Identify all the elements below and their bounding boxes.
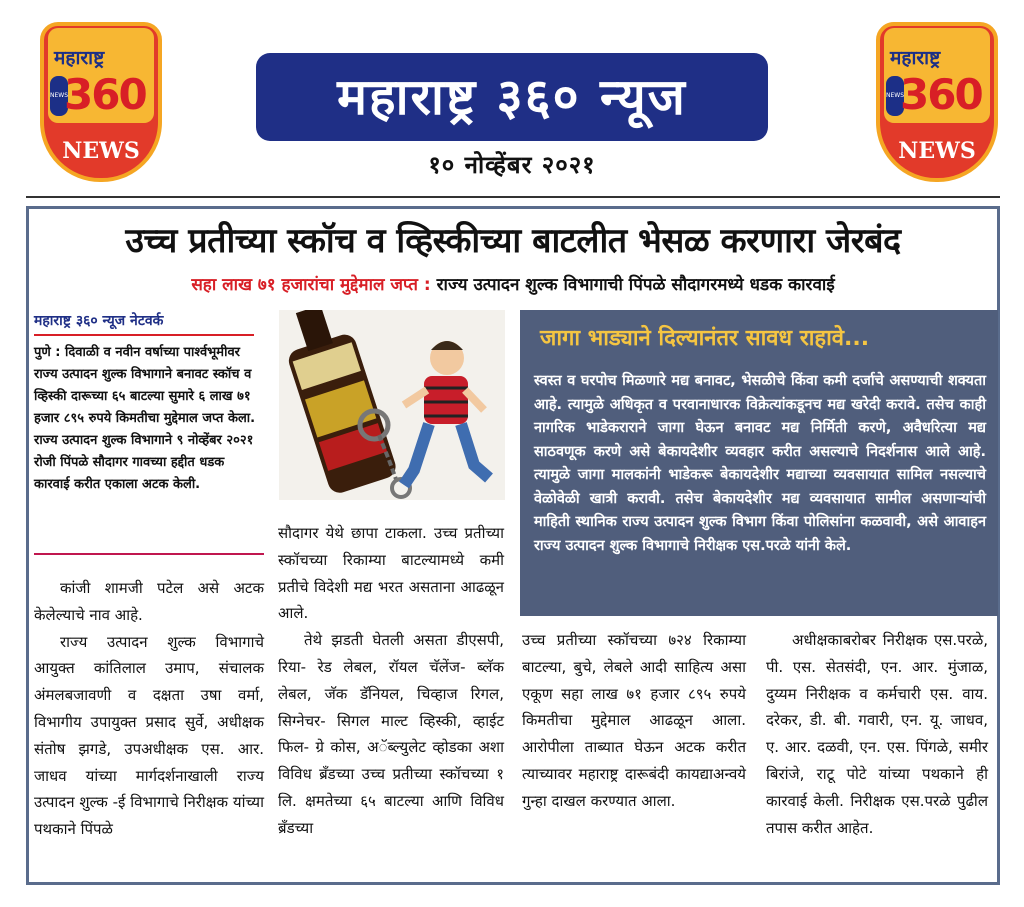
advisory-title: जागा भाड्याने दिल्यानंतर सावध राहावे... <box>540 326 870 351</box>
masthead-title: महाराष्ट्र ३६० न्यूज <box>256 53 768 141</box>
article-headline: उच्च प्रतीच्या स्कॉच व व्हिस्कीच्या बाटलीत भेसळ करणारा जेरबंद <box>125 221 901 261</box>
intro-paragraph: पुणे : दिवाळी व नवीन वर्षाच्या पार्श्वभूमीवर राज्य उत्पादन शुल्क विभागाने बनावट स्कॉच व व्हिस्की दारूच्या ६५ बाटल्या सुमारे ६ लाख ७१ हजार ८९५ रुपये किमतीचा मुद्देमाल जप्त केला. राज्य उत्पादन शुल्क विभागाने ९ नोव्हेंबर २०२१ रोजी पिंपळे सौदागर गावच्या हद्दीत धडक कारवाई करीत एकाला अटक केली. <box>34 345 256 492</box>
brand-logo-left <box>40 22 162 182</box>
logo-text-line3: NEWS <box>898 138 976 164</box>
advisory-box <box>520 310 998 616</box>
paragraph: राज्य उत्पादन शुल्क विभागाचे आयुक्त कांतिलाल उमाप, संचालक अंमलबजावणी व दक्षता उषा वर्मा, विभागीय उपायुक्त प्रसाद सुर्वे, अधीक्षक संतोष झगडे, उपअधीक्षक एस. आर. जाधव यांच्या मार्गदर्शनाखाली राज्य उत्पादन शुल्क -ई विभागाचे निरीक्षक यांच्या पथकाने पिंपळे <box>34 632 264 839</box>
logo-text-line3: NEWS <box>62 138 140 164</box>
logo-text-line2: 360 <box>64 70 146 119</box>
logo-text-line1: महाराष्ट्र <box>890 47 941 69</box>
article-column-1 <box>34 575 264 843</box>
header-divider <box>26 196 1000 198</box>
brand-logo-right <box>876 22 998 182</box>
article-column-2 <box>278 520 504 842</box>
microphone-icon: NEWS <box>50 76 68 116</box>
paragraph: उच्च प्रतीच्या स्कॉचच्या ७२४ रिकाम्या बाटल्या, बुचे, लेबले आदी साहित्य असा एकूण सहा लाख ७१ हजार ८९५ रुपये किमतीचा मुद्देमाल आढळून आला. आरोपीला ताब्यात घेऊन अटक करीत त्याच्यावर महाराष्ट्र दारूबंदी कायद्याअन्वये गुन्हा दाखल करण्यात आला. <box>522 631 746 810</box>
article-illustration <box>279 310 505 500</box>
publication-date: १० नोव्हेंबर २०२१ <box>428 151 596 179</box>
bottle-and-handcuff-illustration <box>279 310 505 500</box>
advisory-body: स्वस्त व घरपोच मिळणारे मद्य बनावट, भेसळीचे किंवा कमी दर्जाचे असण्याची शक्यता आहे. त्यामुळे अधिकृत व परवानाधारक विक्रेत्यांकडूनच मद्य खरेदी करावे. तसेच काही नागरिक भाडेकराराने जागा घेऊन बनावट मद्य निर्मिती करणे, अवैधरित्या मद्य साठवणूक करणे असे बेकायदेशीर व्यवहार करीत असल्याचे निदर्शनास आले आहे. त्यामुळे जागा मालकांनी भाडेकरू बेकायदेशीर मद्याच्या व्यवसायात सामिल नसल्याचे वेळोवेळी खात्री करावी. तसेच बेकायदेशीर मद्य व्यवसायात सामील असणाऱ्यांची माहिती स्थानिक राज्य उत्पादन शुल्क विभाग किंवा पोलिसांना कळवावी, असे आवाहन राज्य उत्पादन शुल्क विभागाचे निरीक्षक एस.परळे यांनी केले. <box>534 373 986 554</box>
subhead-text: राज्य उत्पादन शुल्क विभागाची पिंपळे सौदागरमध्ये धडक कारवाई <box>430 275 835 295</box>
article-column-3 <box>522 627 746 815</box>
intro-divider <box>34 553 264 555</box>
logo-text-line1: महाराष्ट्र <box>54 47 105 69</box>
subhead-highlight: सहा लाख ७१ हजारांचा मुद्देमाल जप्त : <box>191 275 431 295</box>
article-subheadline <box>40 272 986 295</box>
logo-text-line2: 360 <box>900 70 982 119</box>
microphone-icon: NEWS <box>886 76 904 116</box>
paragraph: सौदागर येथे छापा टाकला. उच्च प्रतीच्या स्कॉचच्या रिकाम्या बाटल्यामध्ये कमी प्रतीचे विदेशी मद्य भरत असताना आढळून आले. <box>278 524 504 623</box>
byline: महाराष्ट्र ३६० न्यूज नेटवर्क <box>34 311 254 336</box>
paragraph: तेथे झडती घेतली असता डीएसपी, रिया- रेड लेबल, रॉयल चॅलेंज- ब्लॅक लेबल, जॅक डॅनियल, चिव्हाज रिगल, सिग्नेचर- सिगल माल्ट व्हिस्की, व्हाईट फिल- ग्रे कोस, अॅब्ल्युलेट व्होडका अशा विविध ब्रँडच्या उच्च प्रतीच्या स्कॉचच्या १ लि. क्षमतेच्या ६५ बाटल्या आणि विविध ब्रँडच्या <box>278 631 504 837</box>
article-column-4 <box>766 627 988 841</box>
paragraph: कांजी शामजी पटेल असे अटक केलेल्याचे नाव आहे. <box>34 579 264 624</box>
paragraph: अधीक्षकाबरोबर निरीक्षक एस.परळे, पी. एस. सेतसंदी, एन. आर. मुंजाळ, दुय्यम निरीक्षक व कर्मचारी एस. वाय. दरेकर, डी. बी. गवारी, एन. यू. जाधव, ए. आर. दळवी, एन. एस. पिंगळे, समीर बिरांजे, राटू पोटे यांच्या पथकाने ही कारवाई केली. निरीक्षक एस.परळे पुढील तपास करीत आहेत. <box>766 631 988 837</box>
